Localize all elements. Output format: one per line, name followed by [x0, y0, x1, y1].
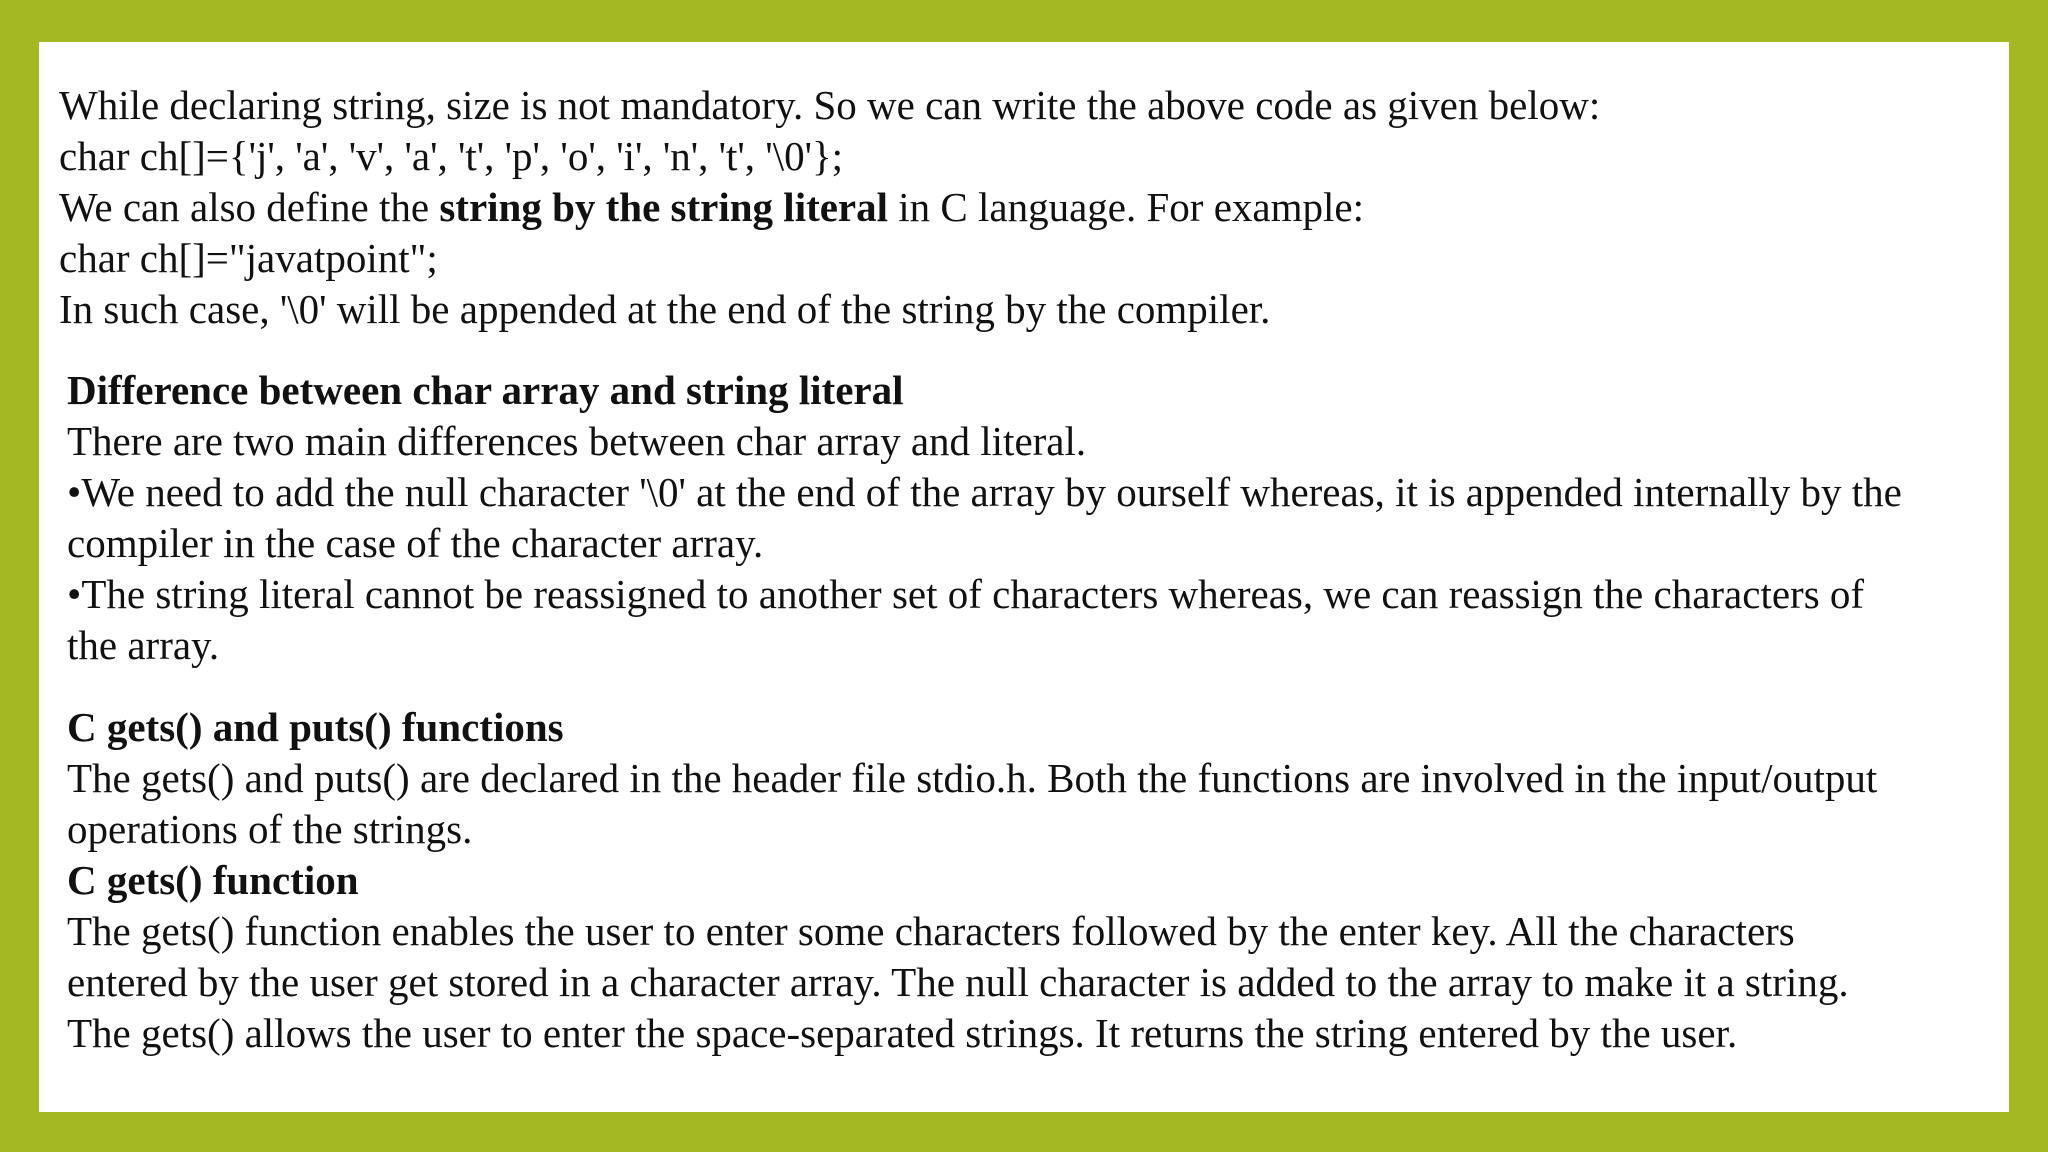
difference-bullet-2-line-1: •The string literal cannot be reassigned to another set of characters whereas, we can reassign the characters of: [67, 571, 1865, 617]
intro-line-3-prefix: We can also define the: [59, 184, 440, 230]
intro-line-2-code: char ch[]={'j', 'a', 'v', 'a', 't', 'p', 'o', 'i', 'n', 't', '\0'};: [59, 133, 844, 179]
intro-line-1: While declaring string, size is not mandatory. So we can write the above code as given below:: [59, 82, 1601, 128]
intro-line-4-code: char ch[]="javatpoint";: [59, 235, 438, 281]
gets-puts-heading: C gets() and puts() functions: [67, 704, 564, 750]
difference-heading: Difference between char array and string literal: [67, 367, 904, 413]
gets-puts-text-line-2: operations of the strings.: [67, 806, 473, 852]
intro-line-3: [59, 182, 1364, 233]
difference-bullet-2-line-2: the array.: [67, 622, 220, 668]
intro-line-3-bold: string by the string literal: [439, 184, 889, 230]
intro-line-5: In such case, '\0' will be appended at the end of the string by the compiler.: [59, 286, 1271, 332]
difference-bullet-1-line-2: compiler in the case of the character array.: [67, 520, 764, 566]
gets-function-text-line-1: The gets() function enables the user to enter some characters followed by the enter key. All the characters: [67, 908, 1795, 954]
difference-intro: There are two main differences between char array and literal.: [67, 418, 1087, 464]
gets-function-heading: C gets() function: [67, 857, 359, 903]
difference-bullet-1-line-1: •We need to add the null character '\0' at the end of the array by ourself whereas, it is appended internally by the: [67, 469, 1902, 515]
gets-function-text-line-2: entered by the user get stored in a character array. The null character is added to the array to make it a string.: [67, 959, 1849, 1005]
gets-puts-text-line-1: The gets() and puts() are declared in the header file stdio.h. Both the functions are involved in the input/output: [67, 755, 1878, 801]
intro-line-3-suffix: in C language. For example:: [888, 184, 1364, 230]
content-panel: [39, 42, 2009, 1112]
gets-function-text-line-3: The gets() allows the user to enter the space-separated strings. It returns the string entered by the user.: [67, 1010, 1738, 1056]
